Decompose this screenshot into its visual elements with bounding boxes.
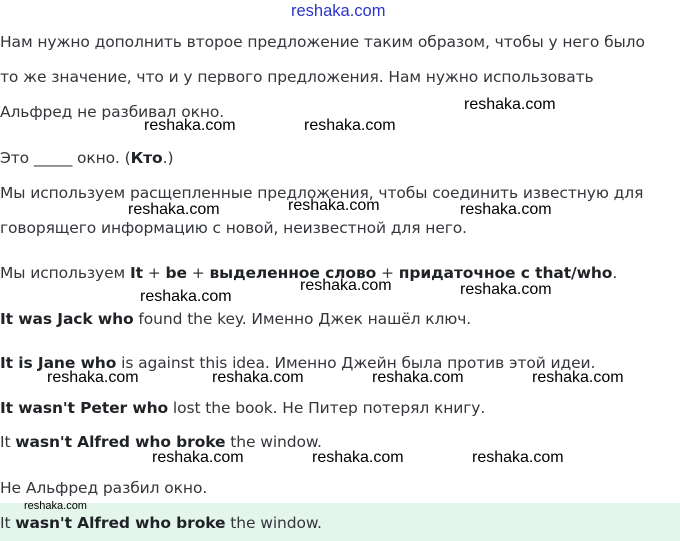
result-prefix: It bbox=[0, 433, 16, 451]
watermark: reshaka.com bbox=[128, 201, 220, 218]
watermark: reshaka.com bbox=[464, 96, 556, 113]
watermark: reshaka.com bbox=[47, 369, 139, 386]
original-sentence: Альфред не разбивал окно. bbox=[0, 103, 225, 121]
watermark: reshaka.com bbox=[312, 449, 404, 466]
formula-it: It bbox=[129, 264, 143, 282]
watermark: reshaka.com bbox=[472, 449, 564, 466]
example-3-rest: lost the book. Не Питер потерял книгу. bbox=[168, 399, 486, 417]
example-1-rest: found the key. Именно Джек нашёл ключ. bbox=[133, 310, 472, 328]
example-2-rest: is against this idea. Именно Джейн была против этой идеи. bbox=[116, 354, 596, 372]
example-3-bold: It wasn't Peter who bbox=[0, 399, 169, 417]
watermark-small: reshaka.com bbox=[24, 500, 87, 512]
watermark: reshaka.com bbox=[372, 369, 464, 386]
answer-prefix: It bbox=[0, 514, 16, 532]
intro-line-2: то же значение, что и у первого предложения. Нам нужно использовать bbox=[0, 68, 594, 86]
result-suffix: the window. bbox=[225, 433, 322, 451]
watermark: reshaka.com bbox=[304, 117, 396, 134]
example-3 bbox=[0, 398, 485, 418]
example-2-bold: It is Jane who bbox=[0, 354, 117, 372]
watermark: reshaka.com bbox=[152, 449, 244, 466]
watermark: reshaka.com bbox=[144, 117, 236, 134]
formula-prefix: Мы используем bbox=[0, 264, 130, 282]
watermark: reshaka.com bbox=[460, 201, 552, 218]
answer-suffix: the window. bbox=[225, 514, 322, 532]
formula-word: выделенное слово bbox=[209, 264, 377, 282]
watermark: reshaka.com bbox=[460, 281, 552, 298]
gap-suffix: .) bbox=[162, 149, 174, 167]
formula-be: be bbox=[165, 264, 187, 282]
example-1-bold: It was Jack who bbox=[0, 310, 134, 328]
watermark: reshaka.com bbox=[300, 277, 392, 294]
formula-plus-3: + bbox=[376, 264, 399, 282]
watermark: reshaka.com bbox=[212, 369, 304, 386]
gap-hint: Кто bbox=[130, 149, 163, 167]
formula-plus-1: + bbox=[142, 264, 166, 282]
result-translation: Не Альфред разбил окно. bbox=[0, 479, 208, 497]
formula-clause: придаточное с that/who bbox=[398, 264, 613, 282]
cleft-explanation-1: Мы используем расщепленные предложения, чтобы соединить известную для bbox=[0, 184, 644, 202]
formula-plus-2: + bbox=[186, 264, 210, 282]
watermark: reshaka.com bbox=[140, 288, 232, 305]
answer-sentence bbox=[0, 513, 322, 533]
watermark-top: reshaka.com bbox=[291, 2, 386, 20]
example-1 bbox=[0, 309, 471, 329]
cleft-explanation-2: говорящего информацию с новой, неизвестной для него. bbox=[0, 219, 468, 237]
answer-bold: wasn't Alfred who broke bbox=[15, 514, 226, 532]
gap-prefix: Это _____ окно. ( bbox=[0, 149, 131, 167]
intro-line-1: Нам нужно дополнить второе предложение таким образом, чтобы у него было bbox=[0, 33, 645, 51]
formula-end: . bbox=[612, 264, 618, 282]
gap-sentence bbox=[0, 148, 173, 168]
watermark: reshaka.com bbox=[532, 369, 624, 386]
result-bold: wasn't Alfred who broke bbox=[15, 433, 226, 451]
watermark: reshaka.com bbox=[288, 197, 380, 214]
